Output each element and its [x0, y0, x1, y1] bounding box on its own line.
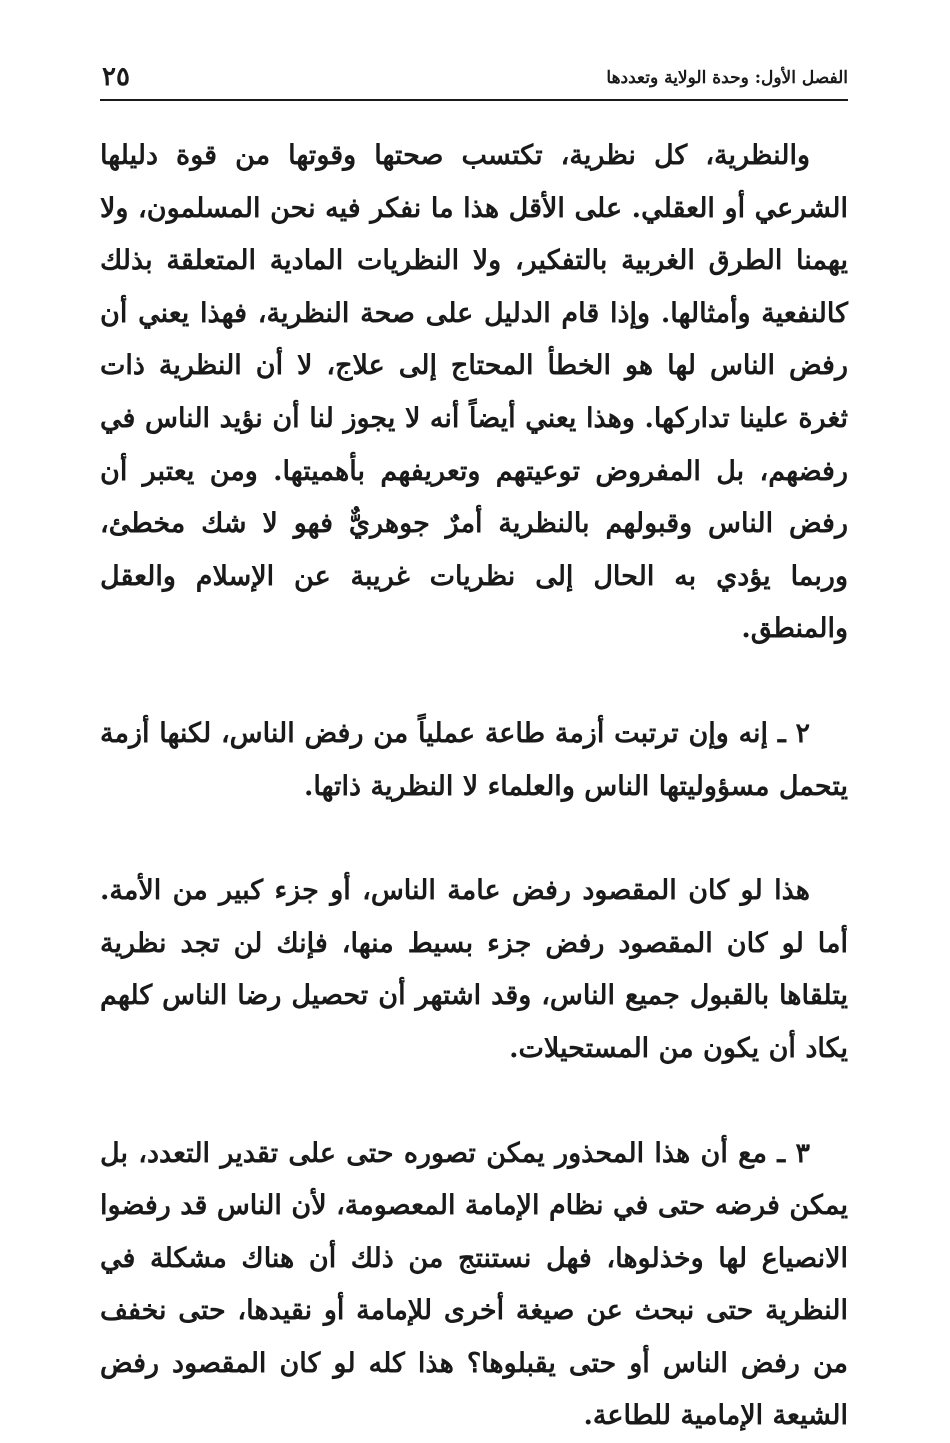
running-header [100, 62, 848, 94]
paragraph-spacer [100, 1076, 848, 1128]
paragraph-spacer [100, 656, 848, 708]
chapter-title: الفصل الأول: وحدة الولاية وتعددها [606, 68, 848, 88]
page-number: ٢٥ [102, 62, 130, 92]
paragraph-public-rejection: هذا لو كان المقصود رفض عامة الناس، أو جزء كبير من الأمة. أما لو كان المقصود رفض جزء بسيط منها، فإنك لن تجد نظرية يتلقاها بالقبول جميع الناس، وقد اشتهر أن تحصيل رضا الناس كلهم يكاد أن يكون من المستحيلات. [100, 865, 848, 1075]
paragraph-theory-validity: والنظرية، كل نظرية، تكتسب صحتها وقوتها من قوة دليلها الشرعي أو العقلي. على الأقل هذا ما نفكر فيه نحن المسلمون، ولا يهمنا الطرق الغربية بالتفكير، ولا النظريات المادية المتعلقة بذلك كالنفعية وأمثالها. وإذا قام الدليل على صحة النظرية، فهذا يعني أن رفض الناس لها هو الخطأ المحتاج إلى علاج، لا أن النظرية ذات ثغرة علينا تداركها. وهذا يعني أيضاً أنه لا يجوز لنا أن نؤيد الناس في رفضهم، بل المفروض توعيتهم وتعريفهم بأهميتها. ومن يعتبر أن رفض الناس وقبولهم بالنظرية أمرٌ جوهريٌّ فهو لا شك مخطئ، وربما يؤدي به الحال إلى نظريات غريبة عن الإسلام والعقل والمنطق. [100, 130, 848, 656]
header-divider [100, 99, 848, 101]
paragraph-point-3: ٣ ـ مع أن هذا المحذور يمكن تصوره حتى على تقدير التعدد، بل يمكن فرضه حتى في نظام الإمامة المعصومة، لأن الناس قد رفضوا الانصياع لها وخذلوها، فهل نستنتج من ذلك أن هناك مشكلة في النظرية حتى نبحث عن صيغة أخرى للإمامة أو نقيدها، حتى نخفف من رفض الناس أو حتى يقبلوها؟ هذا كله لو كان المقصود رفض الشيعة الإمامية للطاعة. [100, 1128, 848, 1443]
paragraph-point-2: ٢ ـ إنه وإن ترتبت أزمة طاعة عملياً من رفض الناس، لكنها أزمة يتحمل مسؤوليتها الناس والعلماء لا النظرية ذاتها. [100, 708, 848, 813]
page-body [100, 130, 848, 1443]
paragraph-spacer [100, 813, 848, 865]
